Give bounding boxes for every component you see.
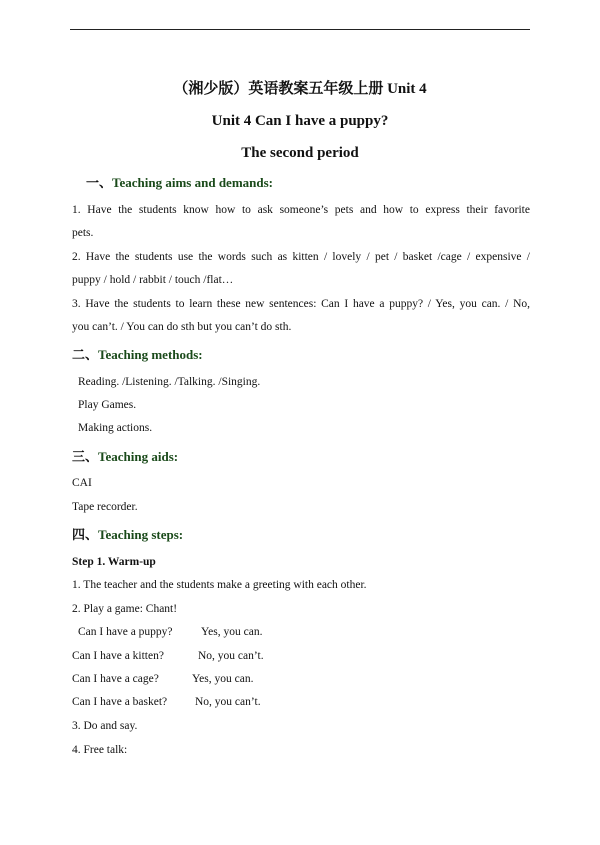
- method-item-1: Reading. /Listening. /Talking. /Singing.: [78, 376, 261, 388]
- section-title: Teaching steps:: [98, 527, 184, 542]
- chant-answer-3: Yes, you can.: [192, 673, 254, 685]
- section-number: 二、: [72, 347, 99, 362]
- aim-item-1-line1: 1. Have the students know how to ask someone’s pets and how to express their favorite: [72, 204, 530, 216]
- step-item-2: 2. Play a game: Chant!: [72, 603, 178, 615]
- period-title: The second period: [241, 145, 359, 161]
- step-item-3: 3. Do and say.: [72, 720, 138, 732]
- section-heading-methods: [72, 347, 203, 363]
- section-heading-aims: [86, 175, 273, 191]
- section-number: 一、: [86, 175, 113, 190]
- step-item-1: 1. The teacher and the students make a greeting with each other.: [72, 579, 367, 591]
- step-1-title: Step 1. Warm-up: [72, 556, 156, 568]
- section-heading-steps: [72, 527, 183, 543]
- section-title: Teaching aims and demands:: [112, 175, 273, 190]
- aim-item-3-line2: you can’t. / You can do sth but you can’t do sth.: [72, 321, 292, 333]
- section-number: 三、: [72, 449, 99, 464]
- header-rule: [70, 29, 530, 30]
- chant-answer-2: No, you can’t.: [198, 650, 264, 662]
- section-number: 四、: [72, 527, 99, 542]
- section-heading-aids: [72, 449, 178, 465]
- method-item-3: Making actions.: [78, 422, 153, 434]
- chant-answer-1: Yes, you can.: [201, 626, 263, 638]
- chant-question-2: Can I have a kitten?: [72, 650, 164, 662]
- method-item-2: Play Games.: [78, 399, 137, 411]
- section-title: Teaching aids:: [98, 449, 179, 464]
- aid-item-2: Tape recorder.: [72, 501, 138, 513]
- chant-question-4: Can I have a basket?: [72, 696, 168, 708]
- unit-title: Unit 4 Can I have a puppy?: [211, 113, 389, 129]
- document-title: （湘少版）英语教案五年级上册 Unit 4: [173, 81, 427, 97]
- aid-item-1: CAI: [72, 477, 92, 489]
- aim-item-2-line2: puppy / hold / rabbit / touch /flat…: [72, 274, 234, 286]
- aim-item-1-line2: pets.: [72, 227, 94, 239]
- chant-answer-4: No, you can’t.: [195, 696, 261, 708]
- section-title: Teaching methods:: [98, 347, 203, 362]
- chant-question-1: Can I have a puppy?: [78, 626, 173, 638]
- step-item-4: 4. Free talk:: [72, 744, 128, 756]
- chant-question-3: Can I have a cage?: [72, 673, 159, 685]
- aim-item-3-line1: 3. Have the students to learn these new sentences: Can I have a puppy? / Yes, you can. / No,: [72, 298, 530, 310]
- aim-item-2-line1: 2. Have the students use the words such as kitten / lovely / pet / basket /cage / expensive /: [72, 251, 530, 263]
